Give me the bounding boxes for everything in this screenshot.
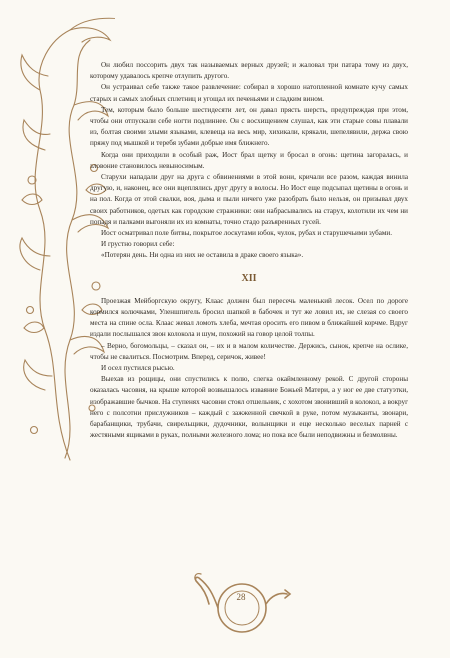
paragraph: Когда они приходили в особый раж, Иост брал щетку и бросал в огонь: щетина загоралась, и зловоние становилось невыносимым. bbox=[90, 150, 408, 170]
paragraph: «Потерян день. Ни одна из них не оставила в драке своего языка». bbox=[101, 251, 304, 260]
paragraph: – Верно, богомольцы, – сказал он, – их и в малом количестве. Держись, сынок, крепче на ослике, чтобы не свалиться. Посмотрим. Вперед, серичок, живее! bbox=[90, 341, 408, 361]
chapter-heading: XII bbox=[241, 272, 257, 284]
page-number: 28 bbox=[236, 592, 246, 602]
paragraph: Старухи нападали друг на друга с обвинениями в этой вони, кричали все разом, каждая винила другую, и, наконец, все они вцеплялись друг другу в волосы. Но Иост еще подсыпал щетины в огонь и на пол. Когда от этой свалки, воя, дыма и пыли ничего уже разобрать было нельзя, он призывал двух своих работников, одетых как городские стражники: они набрасывались на старух, колотили их чем ни попадя и палками выгоняли их из комнаты, точно стадо разъяренных гусей. bbox=[90, 173, 408, 226]
horn-emblem-icon bbox=[191, 564, 293, 646]
paragraph: И грустно говорил себе: bbox=[101, 240, 175, 249]
paragraph: Он любил поссорить двух так называемых верных друзей; и жаловал три патара тому из двух, которому удавалось крепче отлупить другого. bbox=[90, 61, 408, 81]
paragraph: Он устраивал себе также такое развлечение: собирал в хорошо натопленной комнате кучу самых старых и самых злобных сплетниц и угощал их печеньями и сладким вином. bbox=[90, 83, 408, 103]
main-text bbox=[90, 60, 408, 442]
paragraph: Проезжая Мейборгскую округу, Клаас должен был пересечь маленький лесок. Осел по дороге кормился колючками, Уленшпигель бросил шапкой в бабочек и тут же ловил их, не слезая со своего места на спине осла. Клаас жевал ломоть хлеба, мечтая оросить его пивом в ближайшей корчме. Вдруг издали послышался звон колокола и шум, похожий на говор целой толпы. bbox=[90, 296, 408, 339]
paragraph: Тем, которым было больше шестидесяти лет, он давал прясть шерсть, предупреждая при этом, чтобы они отпускали себе ногти подлиннее. Он с восхищением слушал, как эти старые совы плавали из, болтая своими злыми языками, клевеща на весь мир, хихикали, крякали, шепелявили, держа свою пряжу под мышкой и теребя зубами добрые имя ближнего. bbox=[90, 105, 408, 148]
paragraph: Выехав из рощицы, они спустились к полю, слегка окаймленному рекой. С другой стороны оказалась часовня, на крыше которой возвышалось изваяние Божьей Матери, а у ног ее две статуэтки, изображавшие бычков. На ступенях часовни стоял отшельник, с хохотом звонивший в колокол, а вокруг него с полсотни прислужников – каждый с зажженной свечкой в руке, потом музыканты, звонари, барабанщики, трубачи, свирельщики, дудочники, волынщики и еще несколько веселых парней с жестяными ящиками в руках, полными железного лома; но пока все были неподвижны и безмолвны. bbox=[90, 375, 408, 440]
paragraph: И осел пустился рысью. bbox=[101, 364, 175, 373]
paragraph: Иост осматривал поле битвы, покрытое лоскутами юбок, чулок, рубах и старушечьими зубами. bbox=[101, 229, 392, 238]
